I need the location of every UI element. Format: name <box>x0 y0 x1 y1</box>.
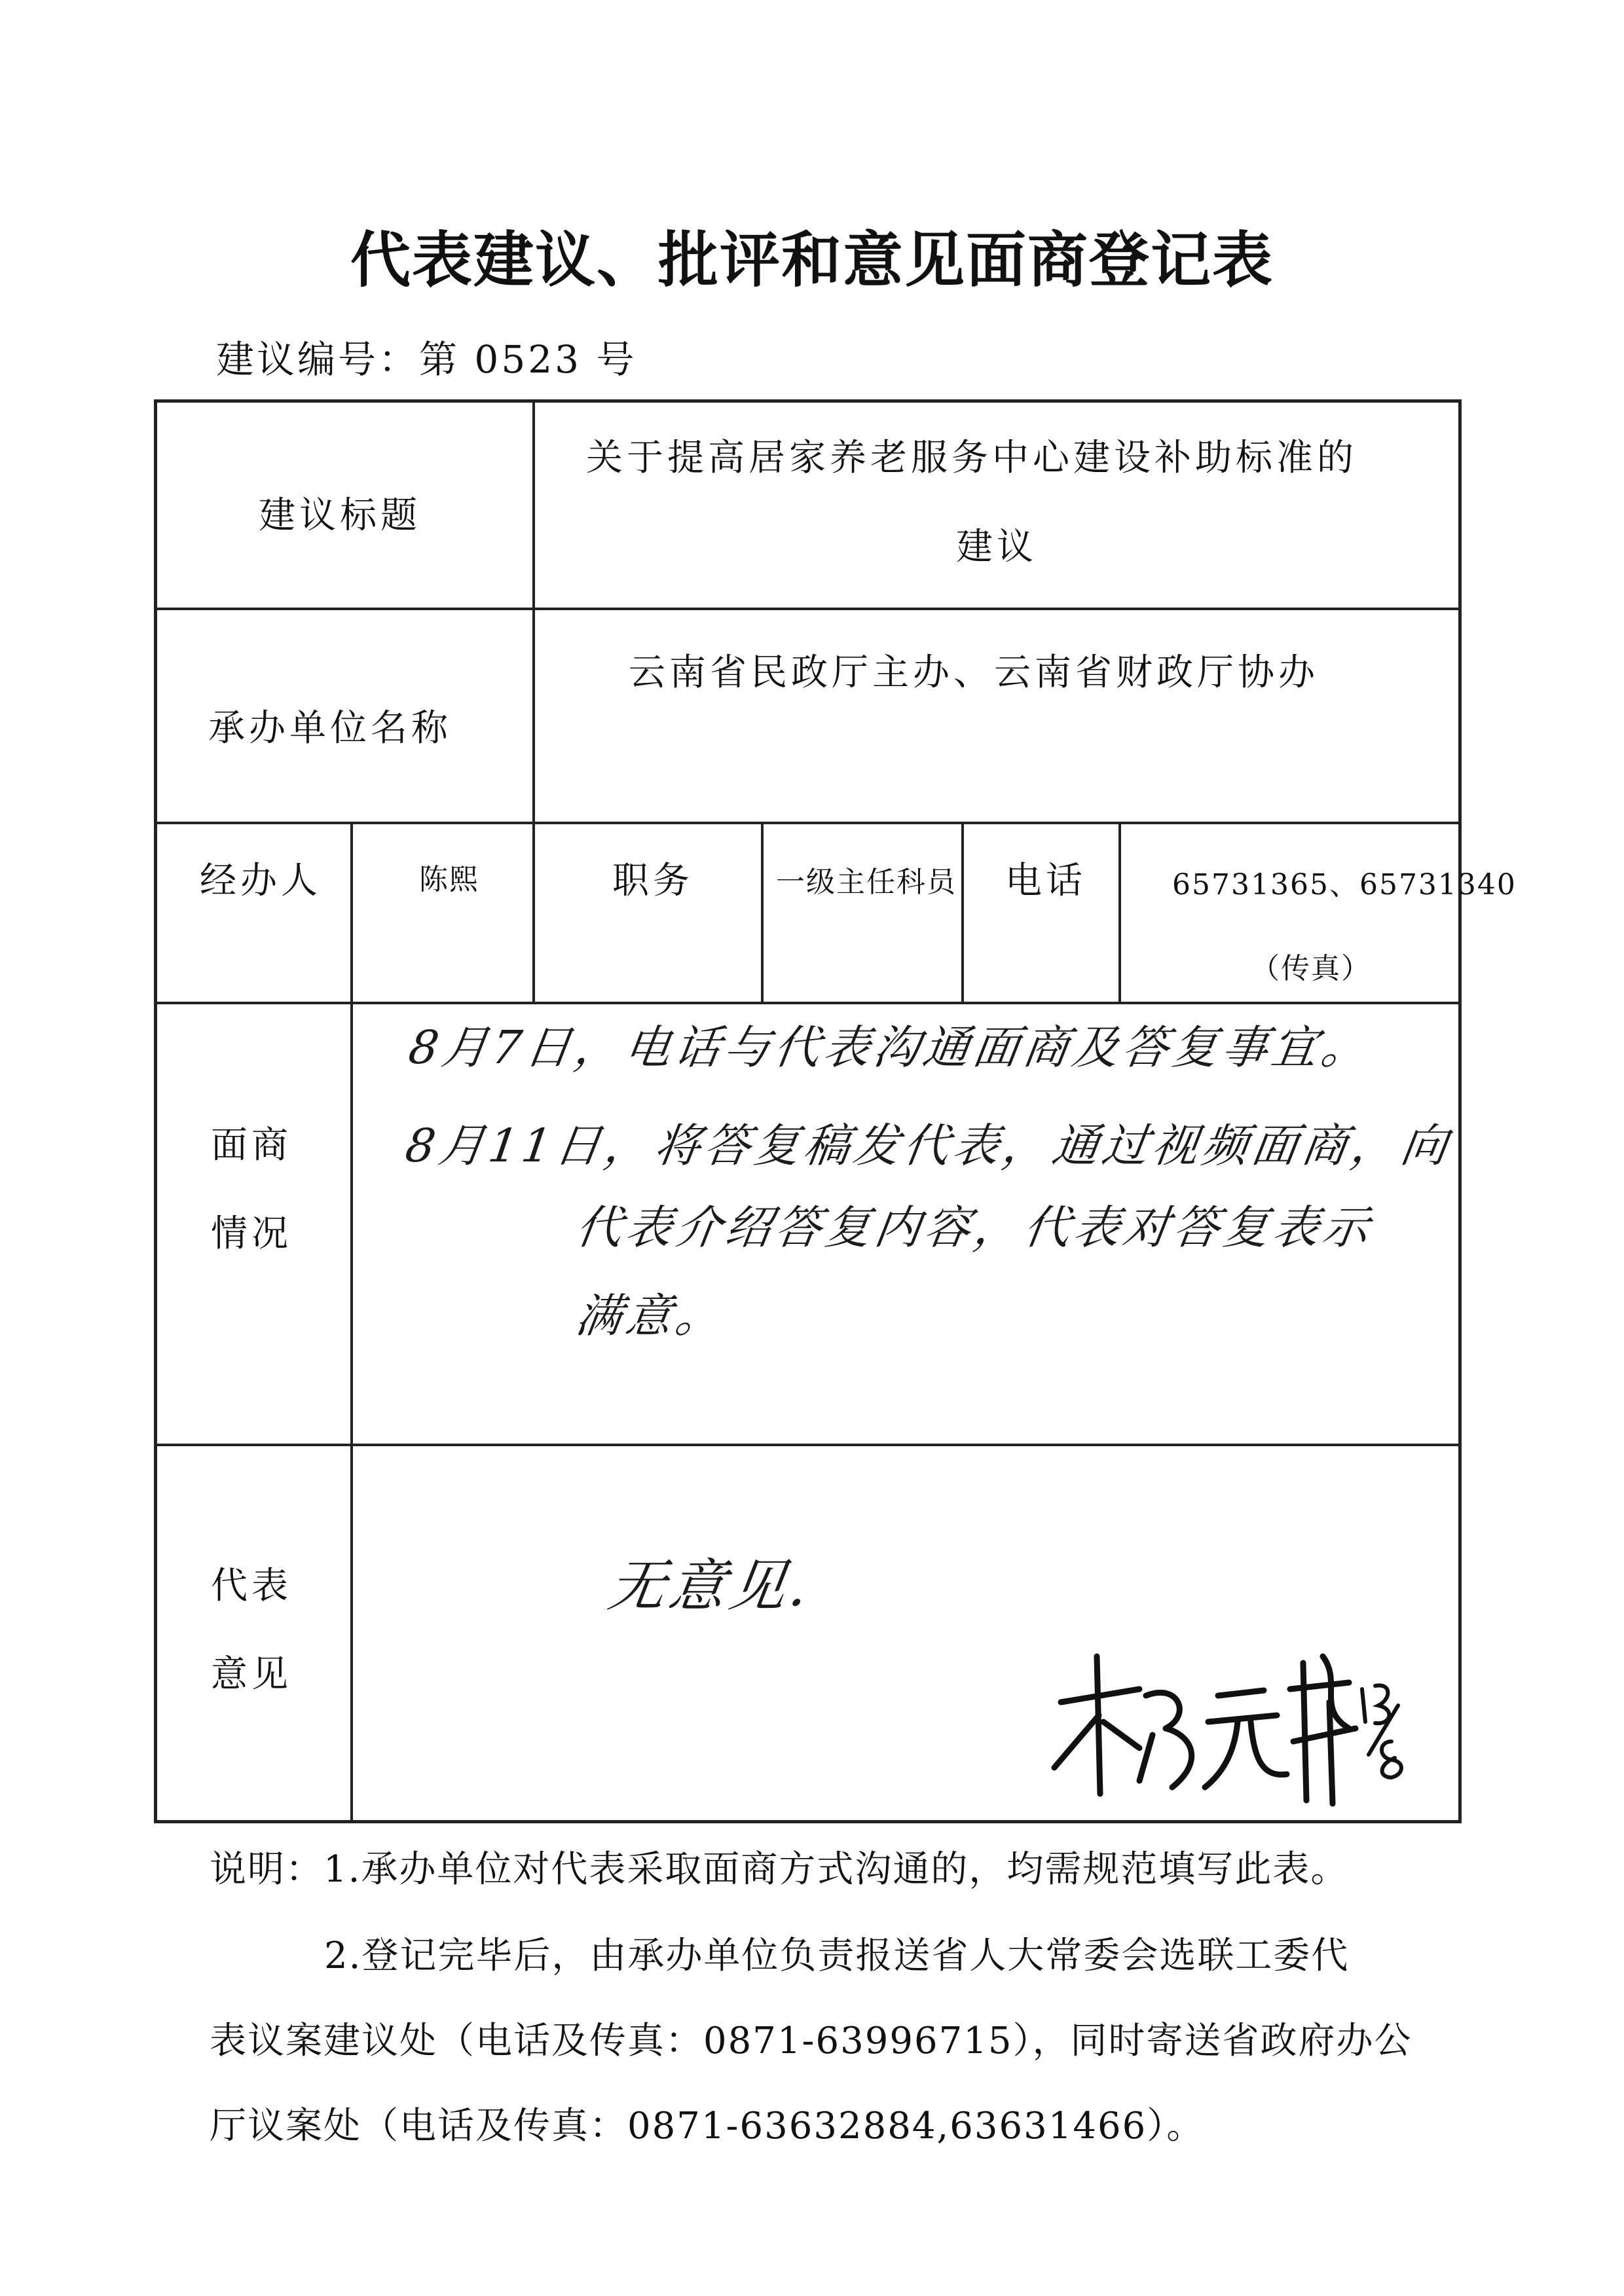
handler-label: 经办人 <box>200 860 322 902</box>
col-divider-phone-label <box>1118 822 1121 1004</box>
document-title: 代表建议、批评和意见面商登记表 <box>350 225 1274 295</box>
row-divider-1 <box>154 608 1462 610</box>
col-divider-position-label <box>761 822 764 1004</box>
consult-handwriting-line1: 8月7日，电话与代表沟通面商及答复事宜。 <box>405 1021 1375 1074</box>
consult-label-line2: 情况 <box>211 1212 292 1255</box>
phone-label: 电话 <box>1005 860 1086 902</box>
consult-label-line1: 面商 <box>211 1124 292 1167</box>
col-divider-title <box>532 399 535 609</box>
position-label: 职务 <box>612 860 693 902</box>
position-value: 一级主任科员 <box>776 866 957 899</box>
unit-value: 云南省民政厅主办、云南省财政厅协办 <box>629 651 1319 694</box>
col-divider-position-value <box>961 822 964 1004</box>
note-line-1: 说明：1.承办单位对代表采取面商方式沟通的，均需规范填写此表。 <box>210 1848 1349 1891</box>
phone-value-line1: 65731365、65731340 <box>1172 868 1517 902</box>
note-line-2: 2.登记完毕后，由承办单位负责报送省人大常委会选联工委代 <box>324 1935 1350 1977</box>
title-value-line1: 关于提高居家养老服务中心建设补助标准的 <box>586 437 1357 479</box>
title-value-line2: 建议 <box>956 526 1037 568</box>
title-label: 建议标题 <box>259 494 421 537</box>
consult-handwriting-line2: 8月11日，将答复稿发代表，通过视频面商，向 <box>402 1119 1455 1173</box>
phone-value-line2: （传真） <box>1251 952 1371 985</box>
consult-handwriting-line3: 代表介绍答复内容，代表对答复表示 <box>572 1201 1376 1254</box>
note-line-4: 厅议案处（电话及传真：0871-63632884,63631466）。 <box>210 2105 1205 2147</box>
unit-label: 承办单位名称 <box>208 707 452 750</box>
handler-value: 陈熙 <box>419 863 479 896</box>
proposal-number: 建议编号：第 0523 号 <box>216 337 637 382</box>
consult-handwriting-line4: 满意。 <box>572 1289 729 1343</box>
opinion-label-line2: 意见 <box>211 1653 292 1696</box>
opinion-label-line1: 代表 <box>211 1565 292 1607</box>
signature-icon <box>1041 1643 1408 1813</box>
col-divider-label <box>350 822 353 1823</box>
note-line-3: 表议案建议处（电话及传真：0871-63996715），同时寄送省政府办公 <box>210 2020 1412 2062</box>
col-divider-unit <box>532 608 535 824</box>
col-divider-handler <box>532 822 535 1004</box>
opinion-handwriting: 无意见. <box>604 1554 817 1619</box>
